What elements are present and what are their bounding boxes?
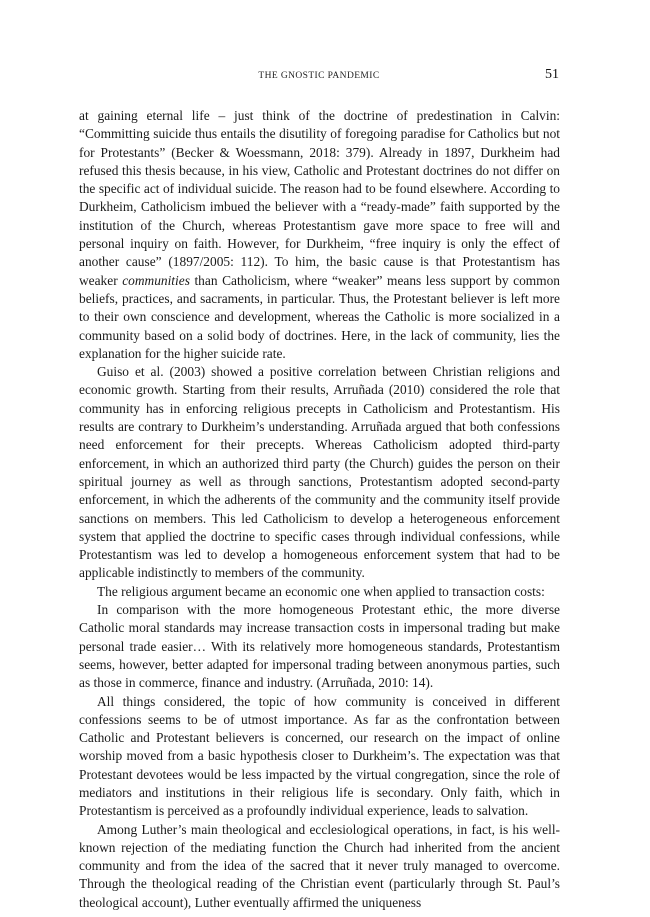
text-run: at gaining eternal life – just think of the doctrine of predestination in Calvin: “Committing suicide thus entails the disutility of foregoing paradise for Catholics but not for Protestants” (Becker & Woessmann, 2018: 379). Already in 1897, Durkheim had refused this thesis because, in his view, Catholic and Protestant doctrines do not differ on the specific act of individual suicide. The reason had to be found elsewhere. According to Durkheim, Catholicism imbued the believer with a “ready-made” faith supported by the institution of the Church, whereas Protestantism gave more space to free will and personal inquiry on faith. However, for Durkheim, “free inquiry is only the effect of another cause” (1897/2005: 112). To him, the basic cause is that Protestantism has weaker xyxy=(79,108,560,288)
body-text xyxy=(79,107,560,912)
paragraph-1 xyxy=(79,107,560,363)
paragraph-2: Guiso et al. (2003) showed a positive correlation between Christian religions and economic growth. Starting from their results, Arruñada (2010) considered the role that community has in enforcing religious precepts in Catholicism and Protestantism. His results are contrary to Durkheim’s understanding. Arruñada argued that both confessions need enforcement for their precepts. Whereas Catholicism adopted third-party enforcement, in which an authorized third party (the Church) guides the person on their spiritual journey as well as through sanctions, Protestantism adopted second-party enforcement, in which the adherents of the community and the community itself provide sanctions on members. This led Catholicism to develop a heterogeneous enforcement system that applied the doctrine to specific cases through individual confessions, while Protestantism was led to develop a homogeneous enforcement system that had to be applicable indistinctly to members of the community. xyxy=(79,364,560,581)
running-head xyxy=(79,67,559,84)
page-number: 51 xyxy=(545,67,559,82)
text-run: than Catholicism, where “weaker” means less support by common beliefs, practices, and sacraments, in particular. Thus, the Protestant believer is left more to their own conscience and development, whereas the Catholic is more socialized in a community based on a solid body of doctrines. Here, in the lack of community, lies the explanation for the higher suicide rate. xyxy=(79,272,560,361)
paragraph-5: Among Luther’s main theological and ecclesiological operations, in fact, is his well-known rejection of the mediating function the Church had inherited from the ancient community and from the idea of the sacred that it never truly managed to overcome. Through the theological reading of the Christian event (particularly through St. Paul’s theological account), Luther eventually affirmed the uniqueness xyxy=(79,821,560,910)
paragraph-3: The religious argument became an economic one when applied to transaction costs: xyxy=(97,583,545,599)
paragraph-4: All things considered, the topic of how community is conceived in different confessions seems to be of utmost importance. As far as the confrontation between Catholic and Protestant believers is concerned, our research on the impact of online worship moved from a basic hypothesis closer to Durkheim’s. The expectation was that Protestant devotees would be less impacted by the virtual congregation, since the role of mediators and institutions in their religious life is secondary. Only faith, which in Protestantism is perceived as a profoundly individual experience, leads to salvation. xyxy=(79,693,560,819)
italic-term: communities xyxy=(122,272,190,288)
block-quote: In comparison with the more homogeneous Protestant ethic, the more diverse Catholic moral standards may increase transaction costs in impersonal trading but make personal trade easier… With its relatively more homogeneous standards, Protestantism seems, however, better adapted for impersonal trading between anonymous parties, such as those in commerce, finance and industry. (Arruñada, 2010: 14). xyxy=(79,602,560,691)
running-title: THE GNOSTIC PANDEMIC xyxy=(258,71,380,81)
